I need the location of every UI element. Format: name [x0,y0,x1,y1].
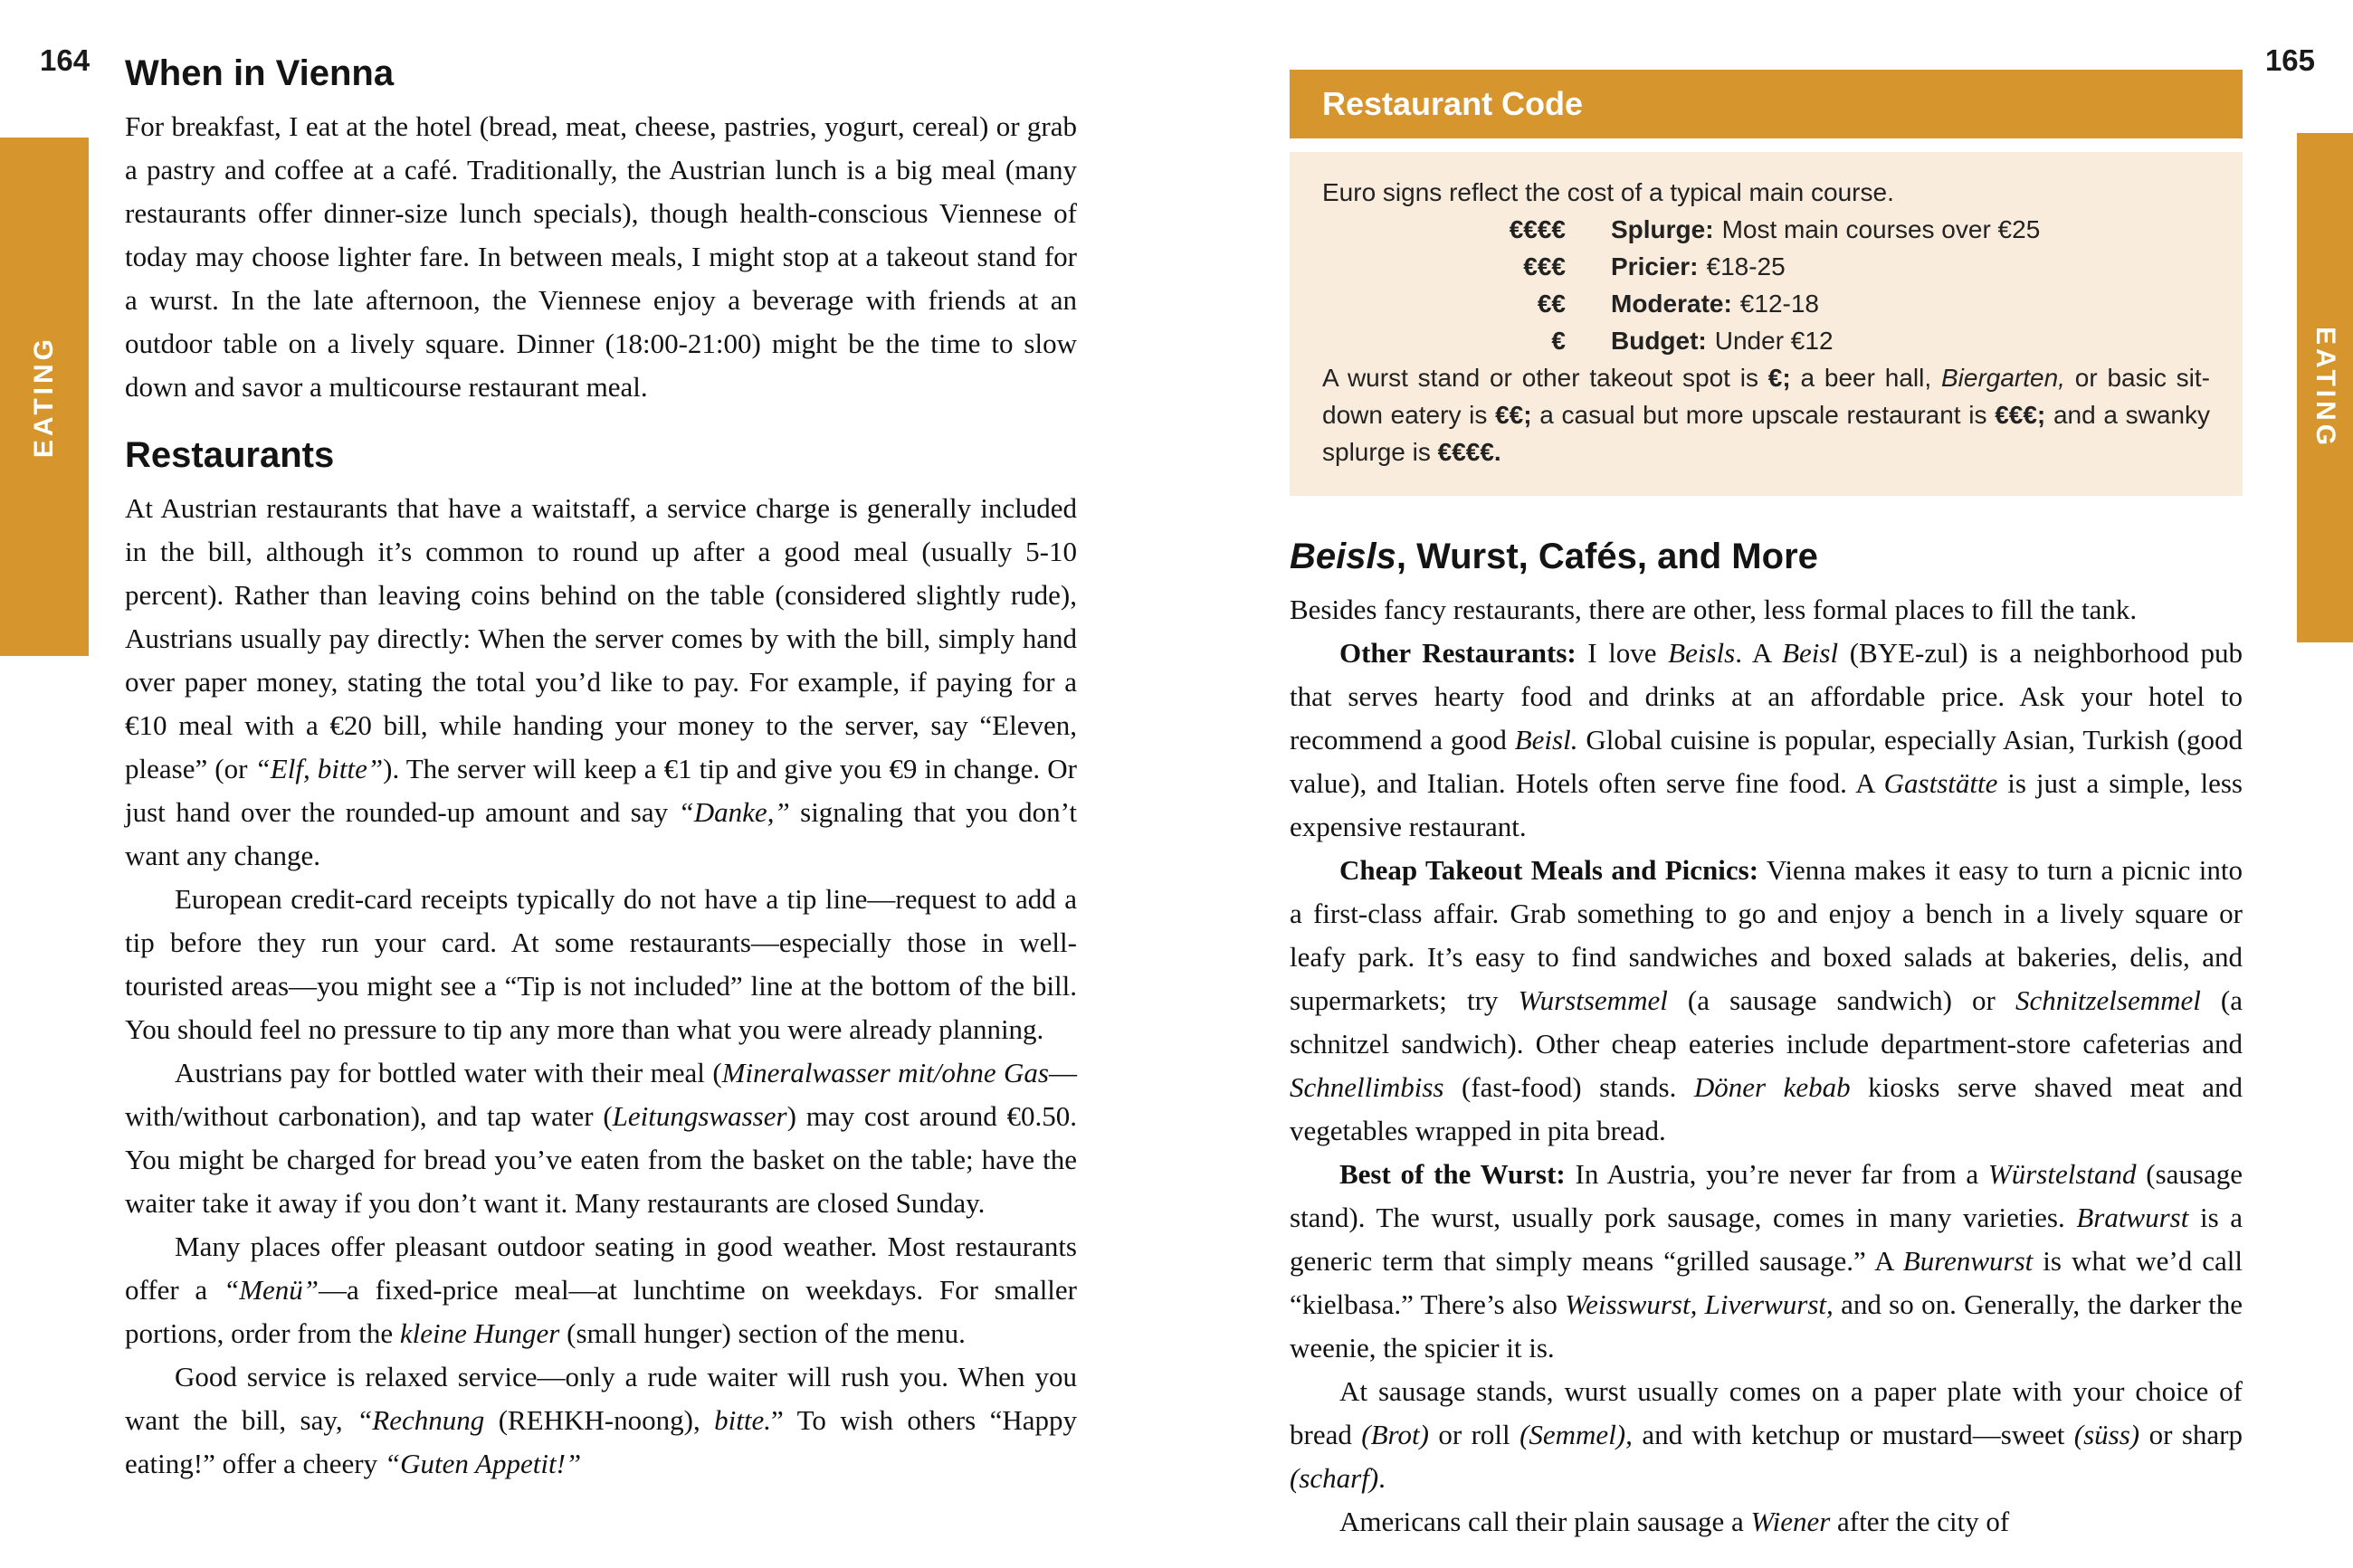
section-heading-when-in-vienna: When in Vienna [125,53,395,93]
price-row-splurge [1322,211,2210,248]
paragraph-breakfast: For breakfast, I eat at the hotel (bread, meat, cheese, pastries, yogurt, cereal) or grab a pastry and coffee at a café. Traditionally, the Austrian lunch is a big meal (many restaurants offer dinner-size lunch specials), though health-conscious Viennese of today may choose lighter fare. In between meals, I might stop at a takeout stand for a wurst. In the late afternoon, the Viennese enjoy a beverage with friends at an outdoor table on a lively square. Dinner (18:00-21:00) might be the time to slow down and savor a multicourse restaurant meal. [125,110,1077,403]
right-page-column [1290,70,2243,1544]
price-symbols: €€ [1537,290,1566,318]
price-row-moderate [1322,285,2210,322]
chapter-tab-label: EATING [29,335,59,459]
paragraph-besides-fancy: Besides fancy restaurants, there are other, less formal places to fill the tank. [1290,594,2138,625]
restaurant-code-intro: Euro signs reflect the cost of a typical main course. [1322,178,1894,206]
paragraph-bottled-water: Austrians pay for bottled water with their meal (Mineralwasser mit/ohne Gas—with/without carbonation), and tap water (Leitungswasser) may cost around €0.50. You might be charged for bread you’ve eaten from the basket on the table; have the waiter take it away if you don’t want it. Many restaurants are closed Sunday. [125,1057,1077,1219]
paragraph-sausage-stands: At sausage stands, wurst usually comes on a paper plate with your choice of bread (Brot) or roll (Semmel), and with ketchup or mustard—sweet (süss) or sharp (scharf). [1290,1375,2243,1494]
section-heading-restaurants: Restaurants [125,435,335,475]
price-row-pricier [1322,248,2210,285]
restaurant-code-outro: A wurst stand or other takeout spot is €; a beer hall, Biergarten, or basic sit-down eatery is €€; a casual but more upscale restaurant is €€€; and a swanky splurge is €€€€. [1322,364,2211,466]
price-description: Pricier: €18-25 [1611,252,1786,280]
paragraph-outdoor-seating: Many places offer pleasant outdoor seating in good weather. Most restaurants offer a “Menü”—a fixed-price meal—at lunchtime on weekdays. For smaller portions, order from the kleine Hunger (small hunger) section of the menu. [125,1231,1077,1349]
restaurant-code-body [1290,152,2243,496]
restaurant-code-title: Restaurant Code [1290,70,2243,138]
chapter-tab-label: EATING [2310,326,2340,450]
price-description: Splurge: Most main courses over €25 [1611,215,2041,243]
paragraph-credit-card: European credit-card receipts typically do not have a tip line—request to add a tip before they run your card. At some restaurants—especially those in well-touristed areas—you might see a “Tip is not included” line at the bottom of the bill. You should feel no pressure to tip any more than what you were already planning. [125,883,1077,1045]
paragraph-cheap-takeout: Cheap Takeout Meals and Picnics: Vienna makes it easy to turn a picnic into a first-class affair. Grab something to go and enjoy a bench in a lively square or leafy park. It’s easy to find sandwiches and boxed salads at bakeries, delis, and supermarkets; try Wurstsemmel (a sausage sandwich) or Schnitzelsemmel (a schnitzel sandwich). Other cheap eateries include department-store cafeterias and Schnellimbiss (fast-food) stands. Döner kebab kiosks serve shaved meat and vegetables wrapped in pita bread. [1290,854,2243,1146]
paragraph-other-restaurants: Other Restaurants: I love Beisls. A Beisl (BYE-zul) is a neighborhood pub that serves hearty food and drinks at an affordable price. Ask your hotel to recommend a good Beisl. Global cuisine is popular, especially Asian, Turkish (good value), and Italian. Hotels often serve fine food. A Gaststätte is just a simple, less expensive restaurant. [1290,637,2243,842]
price-symbols: €€€ [1523,252,1566,280]
price-symbols: €€€€ [1509,215,1566,243]
chapter-tab-left [0,138,89,656]
section-heading-beisls: Beisls, Wurst, Cafés, and More [1290,537,1818,576]
paragraph-good-service: Good service is relaxed service—only a rude waiter will rush you. When you want the bill, say, “Rechnung (REHKH-noong), bitte.” To wish others “Happy eating!” offer a cheery “Guten Appetit!” [125,1361,1077,1479]
left-page-number: 164 [40,43,90,77]
price-row-budget [1322,322,2210,359]
chapter-tab-right [2297,133,2353,642]
price-description: Budget: Under €12 [1611,327,1834,355]
paragraph-service-charge: At Austrian restaurants that have a waitstaff, a service charge is generally included in the bill, although it’s common to round up after a good meal (usually 5-10 percent). Rather than leaving coins behind on the table (considered slightly rude), Austrians usually pay directly: When the server comes by with the bill, simply hand over paper money, stating the total you’d like to pay. For example, if paying for a €10 meal with a €20 bill, while handing your money to the server, say “Eleven, please” (or “Elf, bitte”). The server will keep a €1 tip and give you €9 in change. Or just hand over the rounded-up amount and say “Danke,” signaling that you don’t want any change. [125,492,1077,871]
right-page-number: 165 [2264,43,2315,77]
price-description: Moderate: €12-18 [1611,290,1819,318]
price-symbols: € [1551,327,1566,355]
restaurant-code-box [1290,70,2243,496]
paragraph-best-of-wurst: Best of the Wurst: In Austria, you’re never far from a Würstelstand (sausage stand). The wurst, usually pork sausage, comes in many varieties. Bratwurst is a generic term that simply means “grilled sausage.” A Burenwurst is what we’d call “kielbasa.” There’s also Weisswurst, Liverwurst, and so on. Generally, the darker the weenie, the spicier it is. [1290,1158,2243,1364]
paragraph-wiener: Americans call their plain sausage a Wiener after the city of [1339,1506,2010,1537]
left-page-column [125,52,1077,1486]
